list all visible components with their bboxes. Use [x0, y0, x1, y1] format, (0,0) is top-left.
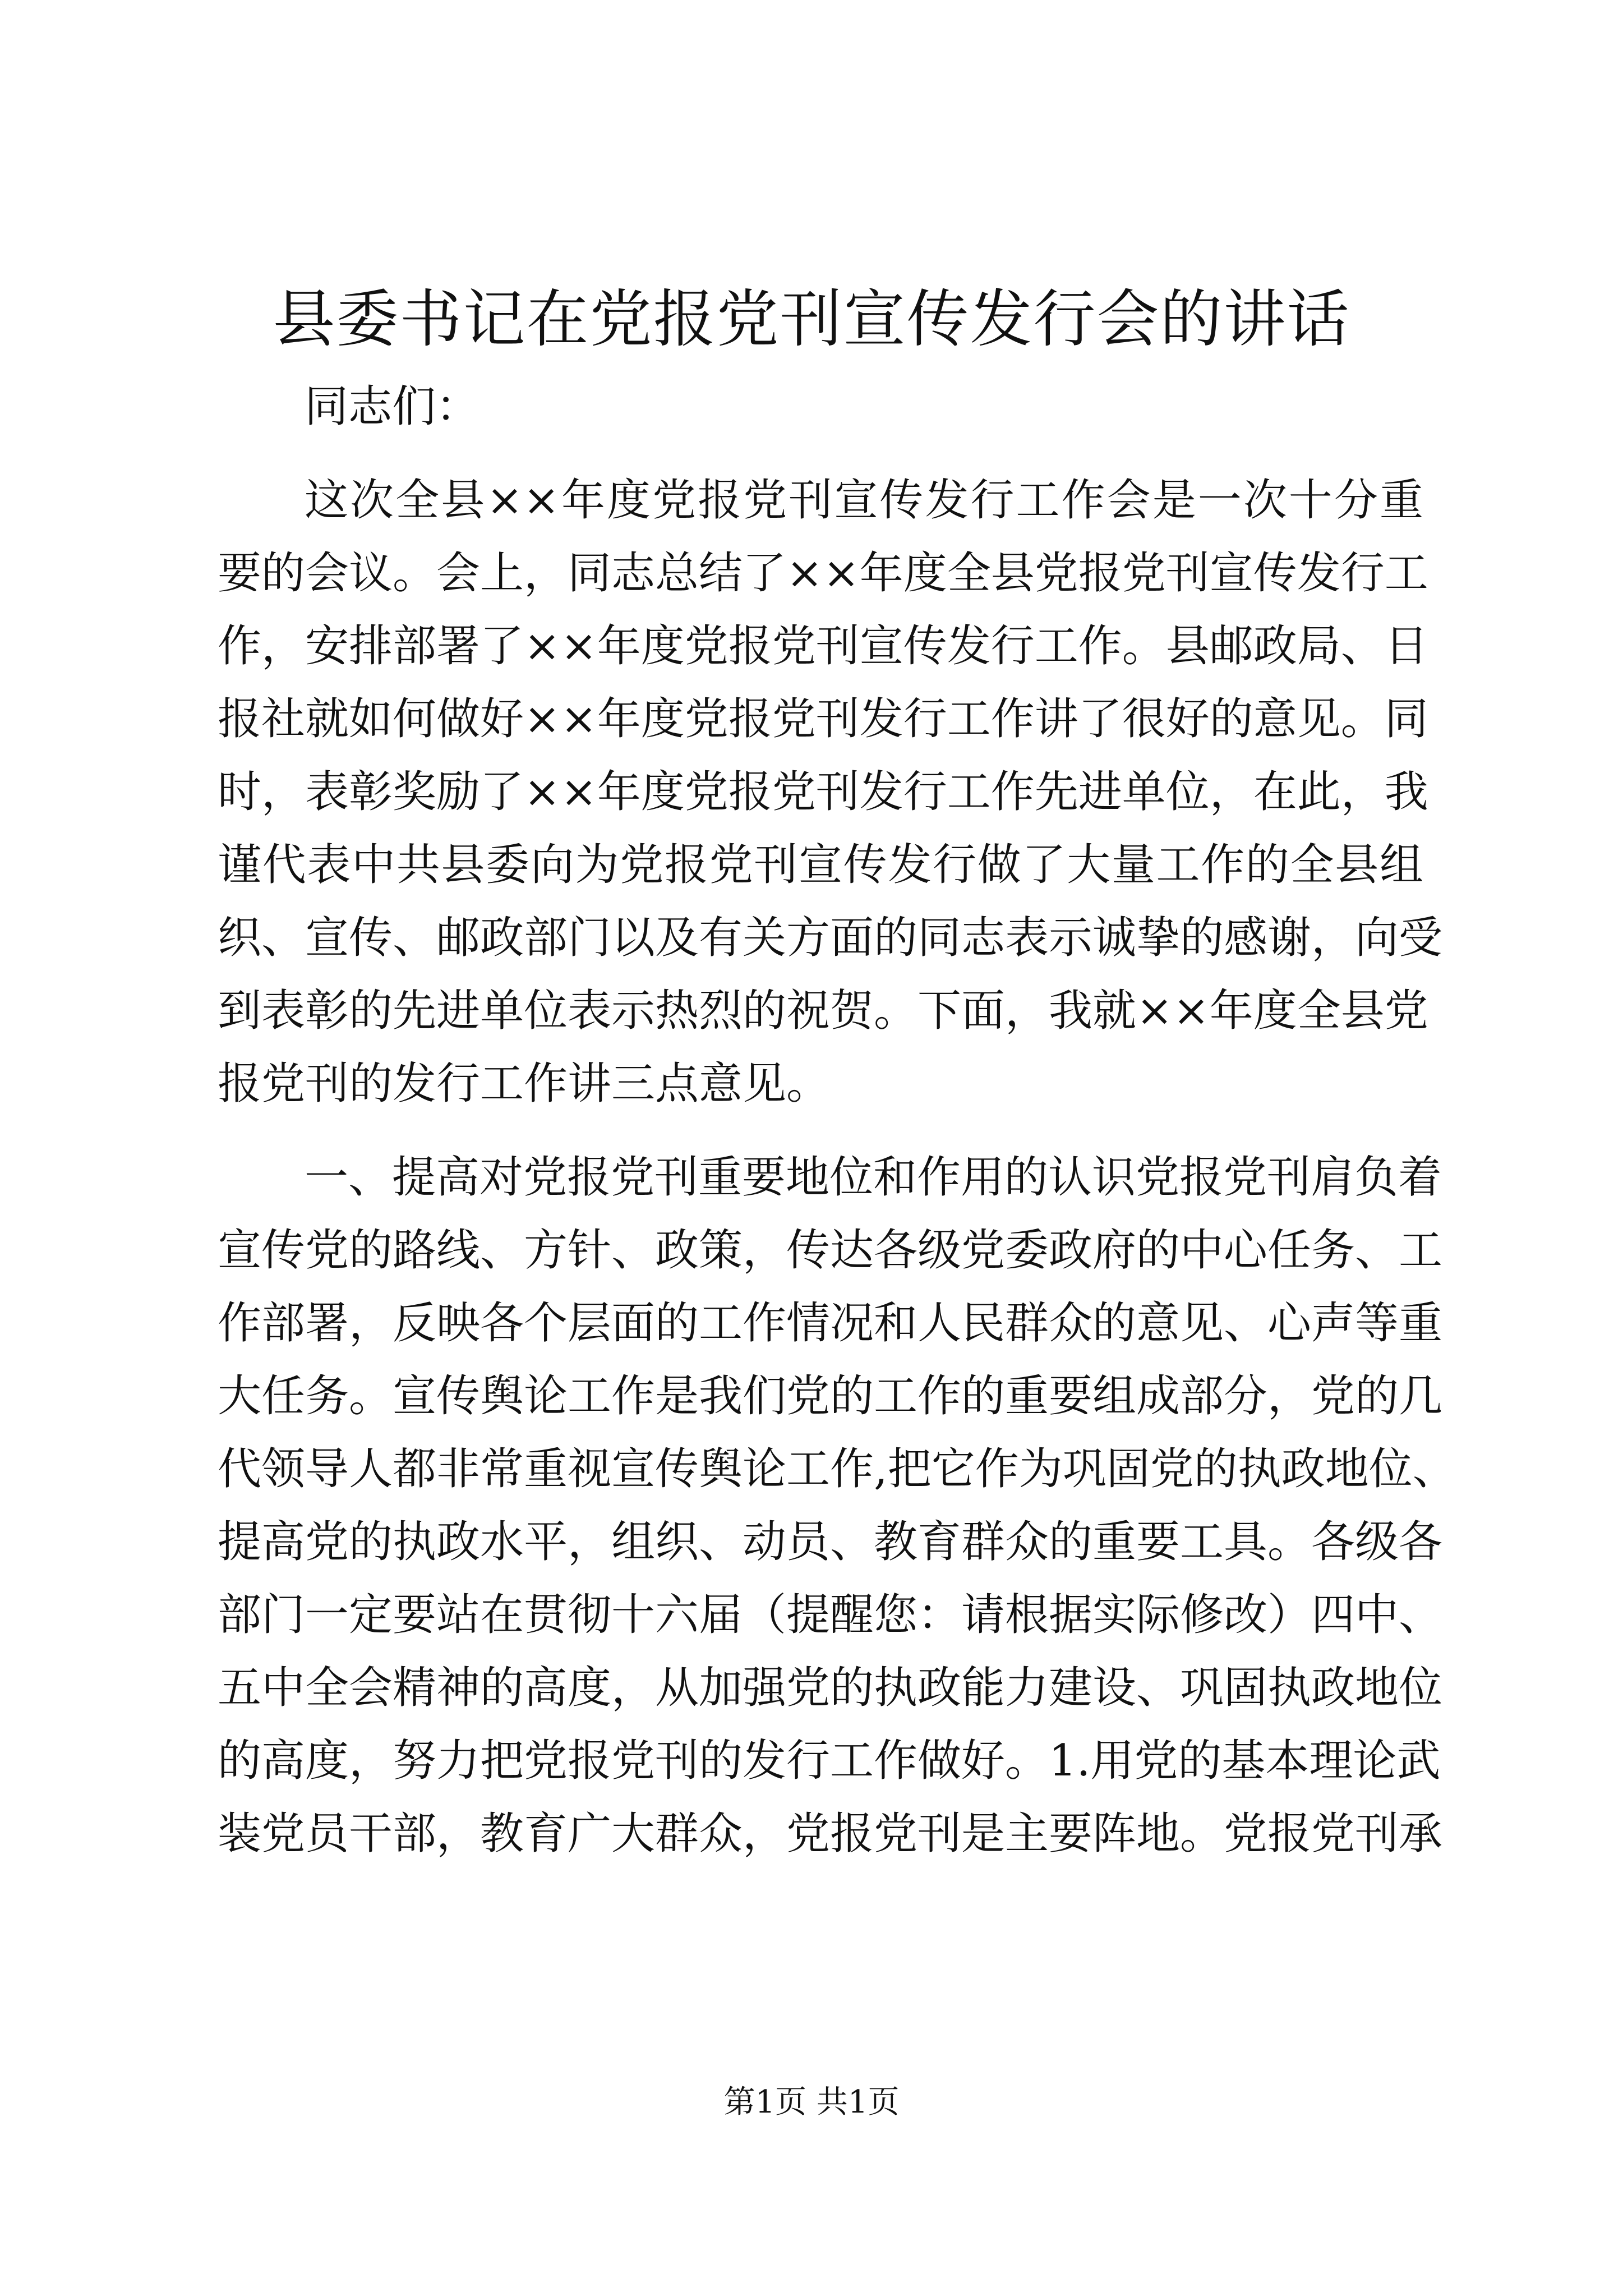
- paragraph-line: 要的会议。会上，同志总结了××年度全县党报党刊宣传发行工: [218, 548, 1428, 599]
- paragraph-line: 报社就如何做好××年度党报党刊发行工作讲了很好的意见。同: [218, 694, 1428, 744]
- document-title: 县委书记在党报党刊宣传发行会的讲话: [273, 283, 1350, 356]
- paragraph-line: 一、提高对党报党刊重要地位和作用的认识党报党刊肩负着: [305, 1152, 1442, 1203]
- paragraph-gap: [218, 443, 1423, 464]
- paragraph-line: 报党刊的发行工作讲三点意见。: [218, 1059, 831, 1109]
- paragraph-2: [218, 1141, 1456, 1870]
- paragraph-line: 大任务。宣传舆论工作是我们党的工作的重要组成部分，党的几: [218, 1371, 1443, 1421]
- paragraph-line: 谨代表中共县委向为党报党刊宣传发行做了大量工作的全县组: [218, 840, 1423, 890]
- paragraph-line: 到表彰的先进单位表示热烈的祝贺。下面，我就××年度全县党: [218, 986, 1428, 1036]
- paragraph-line: 代领导人都非常重视宣传舆论工作,把它作为巩固党的执政地位、: [218, 1444, 1456, 1494]
- page-number-footer: 第1页 共1页: [723, 2084, 900, 2120]
- paragraph-line: 宣传党的路线、方针、政策，传达各级党委政府的中心任务、工: [218, 1225, 1443, 1276]
- paragraph-line: 装党员干部，教育广大群众，党报党刊是主要阵地。党报党刊承: [218, 1809, 1443, 1859]
- document-body: [218, 370, 1456, 1870]
- paragraph-line: 织、宣传、邮政部门以及有关方面的同志表示诚挚的感谢，向受: [218, 913, 1443, 963]
- paragraph-gap: [218, 1120, 1423, 1141]
- paragraph-line: 提高党的执政水平，组织、动员、教育群众的重要工具。各级各: [218, 1517, 1443, 1567]
- paragraph-line: 部门一定要站在贯彻十六届（提醒您：请根据实际修改）四中、: [218, 1590, 1443, 1640]
- paragraph-line: 作部署，反映各个层面的工作情况和人民群众的意见、心声等重: [218, 1298, 1443, 1349]
- paragraph-line: 时，表彰奖励了××年度党报党刊发行工作先进单位，在此，我: [218, 767, 1428, 817]
- paragraph-line: 五中全会精神的高度，从加强党的执政能力建设、巩固执政地位: [218, 1663, 1443, 1713]
- paragraph-line: 作，安排部署了××年度党报党刊宣传发行工作。县邮政局、日: [218, 621, 1428, 671]
- paragraph-1: [218, 464, 1443, 1120]
- salutation: 同志们：: [305, 381, 480, 432]
- paragraph-line: 这次全县××年度党报党刊宣传发行工作会是一次十分重: [305, 475, 1423, 526]
- paragraph-line: 的高度，努力把党报党刊的发行工作做好。1.用党的基本理论武: [218, 1736, 1441, 1786]
